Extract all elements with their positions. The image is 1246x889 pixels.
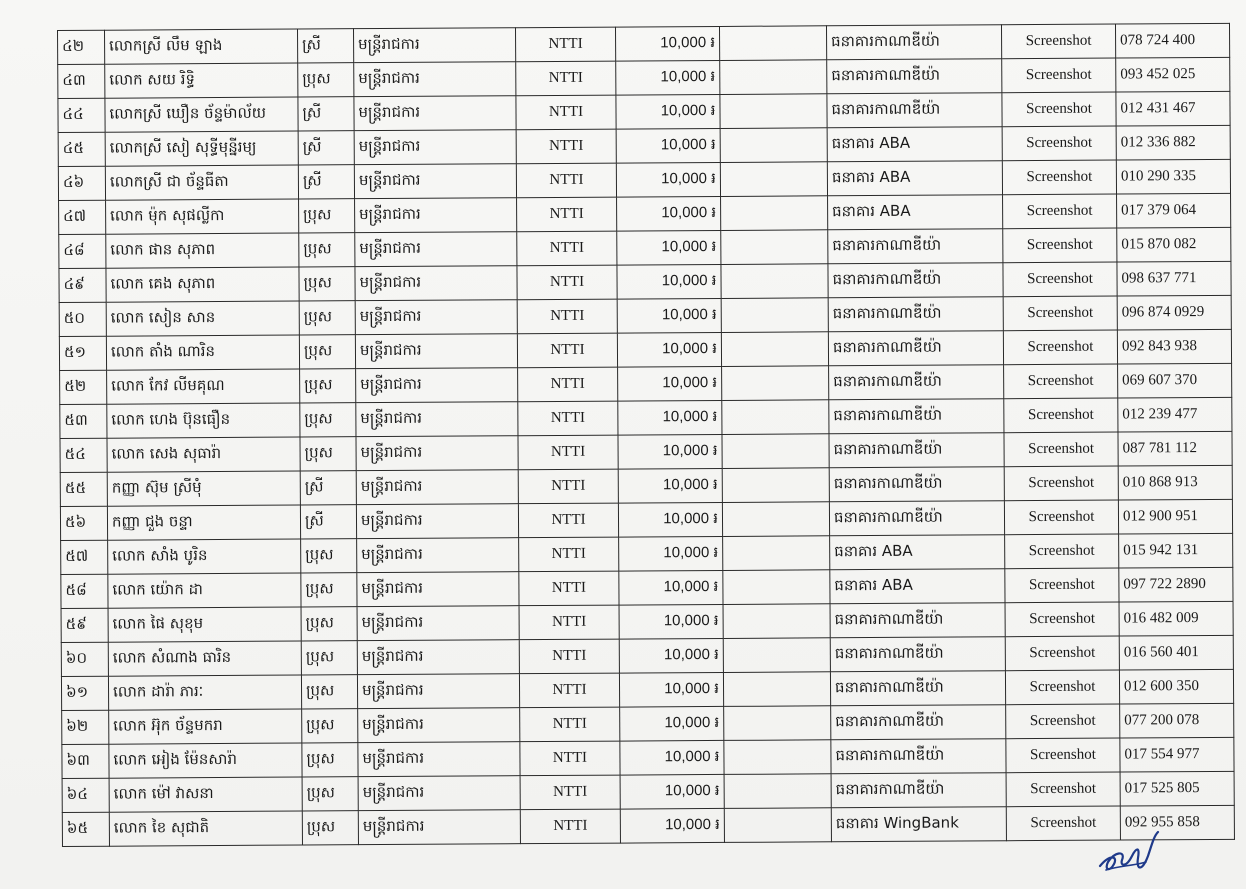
phone-cell: 017 554 977	[1120, 737, 1234, 772]
proof-cell: Screenshot	[1004, 500, 1118, 535]
blank-cell	[721, 230, 828, 265]
phone-cell: 017 379 064	[1117, 193, 1231, 228]
gender-cell: ប្រុស	[301, 539, 357, 573]
amount-cell: 10,000 ៛	[617, 230, 721, 265]
amount-cell: 10,000 ៛	[618, 366, 722, 401]
phone-cell: 016 482 009	[1119, 601, 1233, 636]
row-number: ៤៣	[58, 64, 105, 98]
institution-cell: NTTI	[519, 537, 619, 572]
name-cell: លោកស្រី ឃឿន ច័ន្ទម៉ាល័យ	[105, 97, 298, 132]
blank-cell	[722, 366, 829, 401]
position-cell: មន្ត្រីរាជការ	[357, 674, 519, 709]
position-cell: មន្ត្រីរាជការ	[356, 368, 518, 403]
name-cell: លោក ម៉ុក សុផល្លីកា	[106, 199, 299, 234]
position-cell: មន្ត្រីរាជការ	[356, 436, 518, 471]
row-number: ៥១	[59, 336, 106, 370]
proof-cell: Screenshot	[1004, 432, 1118, 467]
position-cell: មន្ត្រីរាជការ	[355, 266, 517, 301]
row-number: ៦៤	[62, 778, 109, 812]
amount-cell: 10,000 ៛	[616, 162, 720, 197]
gender-cell: ស្រី	[297, 29, 353, 63]
blank-cell	[720, 128, 827, 163]
gender-cell: ប្រុស	[299, 267, 355, 301]
blank-cell	[723, 638, 830, 673]
institution-cell: NTTI	[516, 61, 616, 96]
institution-cell: NTTI	[520, 707, 620, 742]
gender-cell: ប្រុស	[301, 675, 357, 709]
institution-cell: NTTI	[517, 265, 617, 300]
amount-cell: 10,000 ៛	[617, 264, 721, 299]
handwritten-signature	[1096, 826, 1166, 876]
row-number: ៦៣	[62, 744, 109, 778]
gender-cell: ប្រុស	[299, 199, 355, 233]
blank-cell	[721, 298, 828, 333]
phone-cell: 098 637 771	[1117, 261, 1231, 296]
name-cell: លោក យ៉ោក ដា	[108, 573, 301, 608]
proof-cell: Screenshot	[1001, 24, 1115, 59]
position-cell: មន្ត្រីរាជការ	[357, 606, 519, 641]
row-number: ៥៧	[61, 540, 108, 574]
row-number: ៥៦	[60, 506, 107, 540]
proof-cell: Screenshot	[1005, 636, 1119, 671]
name-cell: លោកស្រី ជា ច័ន្ទធីតា	[105, 165, 298, 200]
name-cell: លោក សៀន សាន	[106, 301, 299, 336]
bank-cell: ធនាគារកាណាឌីយ៉ា	[830, 671, 1005, 706]
position-cell: មន្ត្រីរាជការ	[354, 62, 516, 97]
position-cell: មន្ត្រីរាជការ	[358, 810, 520, 845]
position-cell: មន្ត្រីរាជការ	[357, 572, 519, 607]
blank-cell	[724, 706, 831, 741]
institution-cell: NTTI	[518, 469, 618, 504]
institution-cell: NTTI	[519, 571, 619, 606]
amount-cell: 10,000 ៛	[620, 774, 724, 809]
blank-cell	[721, 332, 828, 367]
proof-cell: Screenshot	[1006, 772, 1120, 807]
position-cell: មន្ត្រីរាជការ	[355, 232, 517, 267]
name-cell: លោក ដារ៉ា ភារៈ	[108, 675, 301, 710]
amount-cell: 10,000 ៛	[620, 808, 724, 843]
gender-cell: ប្រុស	[302, 709, 358, 743]
bank-cell: ធនាគារកាណាឌីយ៉ា	[829, 433, 1004, 468]
proof-cell: Screenshot	[1005, 670, 1119, 705]
phone-cell: 012 900 951	[1118, 499, 1232, 534]
phone-cell: 093 452 025	[1116, 57, 1230, 92]
blank-cell	[723, 570, 830, 605]
bank-cell: ធនាគារ ABA	[830, 535, 1005, 570]
name-cell: កញ្ញា ជួង ចន្ទា	[107, 505, 300, 540]
name-cell: លោក ខៃ សុជាតិ	[109, 811, 302, 846]
position-cell: មន្ត្រីរាជការ	[358, 776, 520, 811]
row-number: ៤៤	[58, 98, 105, 132]
gender-cell: ប្រុស	[301, 573, 357, 607]
gender-cell: ប្រុស	[299, 335, 355, 369]
blank-cell	[720, 162, 827, 197]
blank-cell	[722, 434, 829, 469]
blank-cell	[721, 196, 828, 231]
phone-cell: 012 336 882	[1116, 125, 1230, 160]
phone-cell: 097 722 2890	[1119, 567, 1233, 602]
blank-cell	[723, 672, 830, 707]
row-number: ៦២	[62, 710, 109, 744]
amount-cell: 10,000 ៛	[620, 740, 724, 775]
bank-cell: ធនាគារកាណាឌីយ៉ា	[830, 603, 1005, 638]
institution-cell: NTTI	[516, 129, 616, 164]
table-body	[58, 23, 1235, 846]
proof-cell: Screenshot	[1003, 330, 1117, 365]
phone-cell: 087 781 112	[1118, 431, 1232, 466]
row-number: ៦១	[61, 676, 108, 710]
phone-cell: 012 431 467	[1116, 91, 1230, 126]
bank-cell: ធនាគារកាណាឌីយ៉ា	[829, 365, 1004, 400]
proof-cell: Screenshot	[1002, 92, 1116, 127]
bank-cell: ធនាគារ WingBank	[831, 807, 1006, 842]
proof-cell: Screenshot	[1003, 228, 1117, 263]
gender-cell: ស្រី	[298, 97, 354, 131]
proof-cell: Screenshot	[1002, 58, 1116, 93]
phone-cell: 012 600 350	[1119, 669, 1233, 704]
proof-cell: Screenshot	[1004, 398, 1118, 433]
proof-cell: Screenshot	[1006, 704, 1120, 739]
bank-cell: ធនាគារកាណាឌីយ៉ា	[827, 93, 1002, 128]
amount-cell: 10,000 ៛	[617, 196, 721, 231]
position-cell: មន្ត្រីរាជការ	[355, 334, 517, 369]
blank-cell	[720, 60, 827, 95]
row-number: ៤៥	[58, 132, 105, 166]
blank-cell	[722, 468, 829, 503]
institution-cell: NTTI	[518, 503, 618, 538]
phone-cell: 012 239 477	[1118, 397, 1232, 432]
bank-cell: ធនាគារកាណាឌីយ៉ា	[829, 399, 1004, 434]
gender-cell: ស្រី	[300, 471, 356, 505]
institution-cell: NTTI	[517, 231, 617, 266]
row-number: ៥០	[59, 302, 106, 336]
position-cell: មន្ត្រីរាជការ	[353, 28, 515, 63]
row-number: ៥៥	[60, 472, 107, 506]
amount-cell: 10,000 ៛	[616, 60, 720, 95]
institution-cell: NTTI	[518, 435, 618, 470]
phone-cell: 017 525 805	[1120, 771, 1234, 806]
name-cell: កញ្ញា ស៊ុម ស្រីមុំ	[107, 471, 300, 506]
blank-cell	[720, 94, 827, 129]
blank-cell	[724, 740, 831, 775]
name-cell: លោក គេង សុភាព	[106, 267, 299, 302]
gender-cell: ប្រុស	[302, 743, 358, 777]
row-number: ៥៣	[60, 404, 107, 438]
phone-cell: 092 843 938	[1117, 329, 1231, 364]
gender-cell: ប្រុស	[301, 607, 357, 641]
blank-cell	[722, 400, 829, 435]
row-number: ៥៩	[61, 608, 108, 642]
gender-cell: ស្រី	[298, 131, 354, 165]
row-number: ៤២	[58, 30, 105, 64]
amount-cell: 10,000 ៛	[619, 672, 723, 707]
amount-cell: 10,000 ៛	[619, 604, 723, 639]
contribution-table	[57, 23, 1235, 847]
amount-cell: 10,000 ៛	[619, 536, 723, 571]
bank-cell: ធនាគារកាណាឌីយ៉ា	[827, 59, 1002, 94]
proof-cell: Screenshot	[1004, 466, 1118, 501]
blank-cell	[724, 808, 831, 843]
bank-cell: ធនាគារកាណាឌីយ៉ា	[828, 263, 1003, 298]
bank-cell: ធនាគារកាណាឌីយ៉ា	[829, 501, 1004, 536]
institution-cell: NTTI	[517, 299, 617, 334]
institution-cell: NTTI	[520, 809, 620, 844]
phone-cell: 010 868 913	[1118, 465, 1232, 500]
institution-cell: NTTI	[520, 775, 620, 810]
row-number: ៦០	[61, 642, 108, 676]
row-number: ៤៦	[58, 166, 105, 200]
name-cell: លោកស្រី សៀ សុទ្ធីមុន្នីរម្យ	[105, 131, 298, 166]
phone-cell: 078 724 400	[1115, 23, 1229, 58]
phone-cell: 096 874 0929	[1117, 295, 1231, 330]
position-cell: មន្ត្រីរាជការ	[356, 402, 518, 437]
bank-cell: ធនាគារកាណាឌីយ៉ា	[828, 229, 1003, 264]
blank-cell	[723, 536, 830, 571]
name-cell: លោក ហេង ប៊ុនធឿន	[107, 403, 300, 438]
name-cell: លោក កែវ លីមគុណ	[107, 369, 300, 404]
amount-cell: 10,000 ៛	[617, 298, 721, 333]
name-cell: លោក ផាន សុភាព	[106, 233, 299, 268]
gender-cell: ប្រុស	[302, 777, 358, 811]
proof-cell: Screenshot	[1003, 262, 1117, 297]
proof-cell: Screenshot	[1005, 568, 1119, 603]
institution-cell: NTTI	[518, 401, 618, 436]
name-cell: លោក សំណាង ធារិន	[108, 641, 301, 676]
institution-cell: NTTI	[520, 741, 620, 776]
amount-cell: 10,000 ៛	[619, 570, 723, 605]
gender-cell: ប្រុស	[301, 641, 357, 675]
gender-cell: ប្រុស	[302, 811, 358, 845]
name-cell: លោក អ៊ុក ច័ន្ទមករា	[109, 709, 302, 744]
institution-cell: NTTI	[519, 605, 619, 640]
proof-cell: Screenshot	[1002, 126, 1116, 161]
amount-cell: 10,000 ៛	[620, 706, 724, 741]
proof-cell: Screenshot	[1003, 296, 1117, 331]
institution-cell: NTTI	[519, 673, 619, 708]
name-cell: លោក សយ រិទ្ធិ	[105, 63, 298, 98]
bank-cell: ធនាគារកាណាឌីយ៉ា	[829, 467, 1004, 502]
institution-cell: NTTI	[516, 163, 616, 198]
phone-cell: 015 942 131	[1119, 533, 1233, 568]
gender-cell: ប្រុស	[299, 233, 355, 267]
bank-cell: ធនាគារកាណាឌីយ៉ា	[826, 25, 1001, 60]
amount-cell: 10,000 ៛	[616, 94, 720, 129]
proof-cell: Screenshot	[1003, 194, 1117, 229]
position-cell: មន្ត្រីរាជការ	[354, 164, 516, 199]
gender-cell: ប្រុស	[300, 403, 356, 437]
gender-cell: ស្រី	[300, 505, 356, 539]
amount-cell: 10,000 ៛	[619, 638, 723, 673]
institution-cell: NTTI	[515, 27, 615, 62]
phone-cell: 069 607 370	[1118, 363, 1232, 398]
name-cell: លោក ម៉ៅ វាសនា	[109, 777, 302, 812]
bank-cell: ធនាគារកាណាឌីយ៉ា	[831, 773, 1006, 808]
proof-cell: Screenshot	[1006, 806, 1120, 841]
position-cell: មន្ត្រីរាជការ	[356, 470, 518, 505]
amount-cell: 10,000 ៛	[617, 332, 721, 367]
institution-cell: NTTI	[516, 95, 616, 130]
position-cell: មន្ត្រីរាជការ	[354, 96, 516, 131]
position-cell: មន្ត្រីរាជការ	[358, 708, 520, 743]
bank-cell: ធនាគារកាណាឌីយ៉ា	[830, 637, 1005, 672]
position-cell: មន្ត្រីរាជការ	[358, 742, 520, 777]
blank-cell	[723, 604, 830, 639]
bank-cell: ធនាគារ ABA	[830, 569, 1005, 604]
table-row	[62, 805, 1234, 846]
name-cell: លោកស្រី លឹម ឡាង	[105, 29, 298, 64]
position-cell: មន្ត្រីរាជការ	[355, 198, 517, 233]
blank-cell	[719, 26, 826, 61]
position-cell: មន្ត្រីរាជការ	[354, 130, 516, 165]
amount-cell: 10,000 ៛	[616, 128, 720, 163]
bank-cell: ធនាគារកាណាឌីយ៉ា	[831, 705, 1006, 740]
phone-cell: 010 290 335	[1116, 159, 1230, 194]
position-cell: មន្ត្រីរាជការ	[355, 300, 517, 335]
blank-cell	[722, 502, 829, 537]
amount-cell: 10,000 ៛	[618, 434, 722, 469]
name-cell: លោក សេង សុធារ៉ា	[107, 437, 300, 472]
phone-cell: 015 870 082	[1117, 227, 1231, 262]
position-cell: មន្ត្រីរាជការ	[356, 504, 518, 539]
institution-cell: NTTI	[518, 367, 618, 402]
blank-cell	[724, 774, 831, 809]
amount-cell: 10,000 ៛	[618, 400, 722, 435]
gender-cell: ប្រុស	[298, 63, 354, 97]
name-cell: លោក តាំង ណារិន	[106, 335, 299, 370]
gender-cell: ប្រុស	[300, 437, 356, 471]
row-number: ៥២	[60, 370, 107, 404]
name-cell: លោក សាំង បូរិន	[108, 539, 301, 574]
proof-cell: Screenshot	[1005, 534, 1119, 569]
institution-cell: NTTI	[517, 197, 617, 232]
row-number: ៤៩	[59, 268, 106, 302]
proof-cell: Screenshot	[1006, 738, 1120, 773]
name-cell: លោក ផៃ សុខុម	[108, 607, 301, 642]
institution-cell: NTTI	[519, 639, 619, 674]
phone-cell: 016 560 401	[1119, 635, 1233, 670]
row-number: ៥៤	[60, 438, 107, 472]
amount-cell: 10,000 ៛	[615, 26, 719, 61]
position-cell: មន្ត្រីរាជការ	[357, 640, 519, 675]
name-cell: លោក អៀង ម៉ែនសារ៉ា	[109, 743, 302, 778]
institution-cell: NTTI	[517, 333, 617, 368]
amount-cell: 10,000 ៛	[618, 502, 722, 537]
position-cell: មន្ត្រីរាជការ	[357, 538, 519, 573]
gender-cell: ប្រុស	[299, 301, 355, 335]
phone-cell: 092 955 858	[1120, 805, 1234, 840]
row-number: ៥៨	[61, 574, 108, 608]
amount-cell: 10,000 ៛	[618, 468, 722, 503]
bank-cell: ធនាគារ ABA	[827, 127, 1002, 162]
bank-cell: ធនាគារកាណាឌីយ៉ា	[828, 331, 1003, 366]
proof-cell: Screenshot	[1002, 160, 1116, 195]
bank-cell: ធនាគារកាណាឌីយ៉ា	[828, 297, 1003, 332]
blank-cell	[721, 264, 828, 299]
row-number: ៦៥	[62, 812, 109, 846]
row-number: ៤៧	[59, 200, 106, 234]
phone-cell: 077 200 078	[1120, 703, 1234, 738]
proof-cell: Screenshot	[1004, 364, 1118, 399]
row-number: ៤៨	[59, 234, 106, 268]
bank-cell: ធនាគារកាណាឌីយ៉ា	[831, 739, 1006, 774]
proof-cell: Screenshot	[1005, 602, 1119, 637]
bank-cell: ធនាគារ ABA	[828, 195, 1003, 230]
bank-cell: ធនាគារ ABA	[827, 161, 1002, 196]
gender-cell: ប្រុស	[300, 369, 356, 403]
gender-cell: ស្រី	[298, 165, 354, 199]
